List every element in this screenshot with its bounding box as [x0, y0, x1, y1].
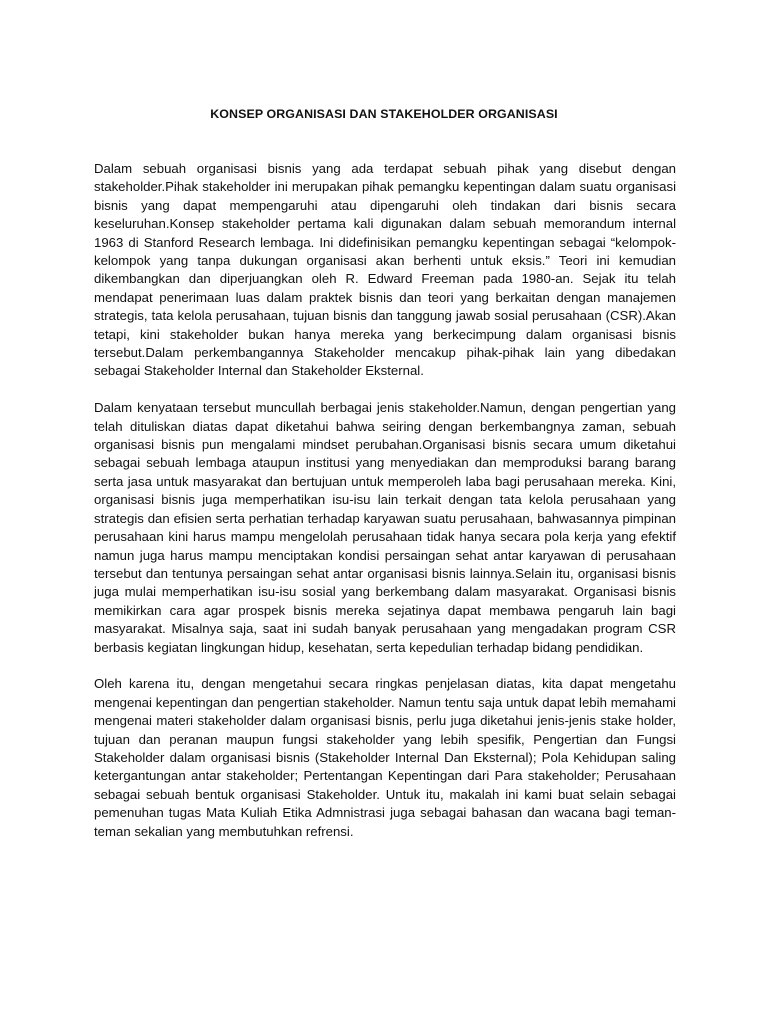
paragraph-1: Dalam sebuah organisasi bisnis yang ada terdapat sebuah pihak yang disebut dengan stakeholder.Pihak stakeholder ini merupakan pihak pemangku kepentingan dalam suatu organisasi bisnis yang dapat mempengaruhi atau dipengaruhi oleh tindakan dari bisnis secara keseluruhan.Konsep stakeholder pertama kali digunakan dalam sebuah memorandum internal 1963 di Stanford Research lembaga. Ini didefinisikan pemangku kepentingan sebagai “kelompok-kelompok yang tanpa dukungan organisasi akan berhenti untuk eksis.” Teori ini kemudian dikembangkan dan diperjuangkan oleh R. Edward Freeman pada 1980-an. Sejak itu telah mendapat penerimaan luas dalam praktek bisnis dan teori yang berkaitan dengan manajemen strategis, tata kelola perusahaan, tujuan bisnis dan tanggung jawab sosial perusahaan (CSR).Akan tetapi, kini stakeholder bukan hanya mereka yang berkecimpung dalam organisasi bisnis tersebut.Dalam perkembangannya Stakeholder mencakup pihak-pihak lain yang dibedakan sebagai Stakeholder Internal dan Stakeholder Eksternal.: [94, 161, 676, 379]
paragraph-2: Dalam kenyataan tersebut muncullah berbagai jenis stakeholder.Namun, dengan pengertian yang telah dituliskan diatas dapat diketahui bahwa seiring dengan berkembangnya zaman, sebuah organisasi bisnis pun mengalami mindset perubahan.Organisasi bisnis secara umum diketahui sebagai sebuah lembaga ataupun institusi yang menyediakan dan memproduksi barang barang serta jasa untuk masyarakat dan bertujuan untuk memperoleh laba bagi perusahaan mereka. Kini, organisasi bisnis juga memperhatikan isu-isu lain terkait dengan tata kelola perusahaan yang strategis dan efisien serta perhatian terhadap karyawan suatu perusahaan, bahwasannya pimpinan perusahaan kini harus mampu mengelolah perusahaan tidak hanya secara pola kerja yang efektif namun juga harus mampu menciptakan kondisi persaingan sehat antar karyawan di perusahaan tersebut dan tentunya persaingan sehat antar organisasi bisnis lainnya.Selain itu, organisasi bisnis juga mulai memperhatikan isu-isu sosial yang berkembang dalam masyarakat. Organisasi bisnis memikirkan cara agar prospek bisnis mereka sejatinya dapat membawa pengaruh lain bagi masyarakat. Misalnya saja, saat ini sudah banyak perusahaan yang mengadakan program CSR berbasis kegiatan lingkungan hidup, kesehatan, serta kepedulian terhadap bidang pendidikan.: [94, 400, 676, 655]
document-title: KONSEP ORGANISASI DAN STAKEHOLDER ORGANISASI: [210, 107, 558, 121]
document-body: [94, 160, 676, 859]
paragraph-3: Oleh karena itu, dengan mengetahui secara ringkas penjelasan diatas, kita dapat mengetahu mengenai kepentingan dan pengertian stakeholder. Namun tentu saja untuk dapat lebih memahami mengenai materi stakeholder dalam organisasi bisnis, perlu juga diketahui jenis-jenis stake holder, tujuan dan peranan maupun fungsi stakeholder yang lebih spesifik, Pengertian dan Fungsi Stakeholder dalam organisasi bisnis (Stakeholder Internal Dan Eksternal); Pola Kehidupan saling ketergantungan antar stakeholder; Pertentangan Kepentingan dari Para stakeholder; Perusahaan sebagai sebuah bentuk organisasi Stakeholder. Untuk itu, makalah ini kami buat selain sebagai pemenuhan tugas Mata Kuliah Etika Admnistrasi juga sebagai bahasan dan wacana bagi teman-teman sekalian yang membutuhkan refrensi.: [94, 676, 676, 839]
